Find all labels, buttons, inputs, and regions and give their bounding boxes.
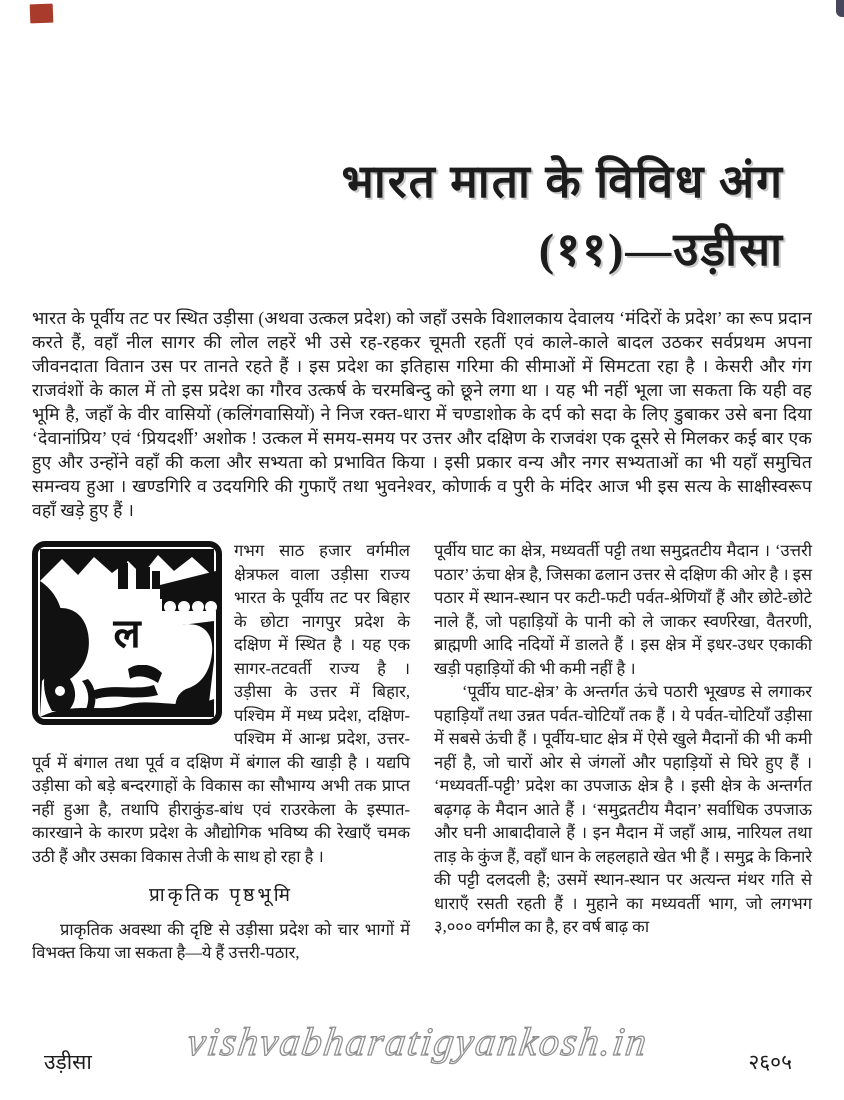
right-column-para1: पूर्वीय घाट का क्षेत्र, मध्यवर्ती पट्टी तथा समुद्रतटीय मैदान । ‘उत्तरी पठार’ ऊंचा क्षेत्र है, जिसका ढलान उत्तर से दक्षिण की ओर है । इस पठार में स्थान-स्थान पर कटी-फटी पर्वत-श्रेणियाँ हैं और छोटे-छोटे नाले हैं, जो पहाड़ियों के पानी को ले जाकर स्वर्णरेखा, वैतरणी, ब्राह्मणी आदि नदियों में डालते हैं । इस क्षेत्र में इधर-उधर एकाकी खड़ी पहाड़ियों की भी कमी नहीं है । <box>434 541 812 678</box>
footer-article-name: उड़ीसा <box>44 1050 92 1074</box>
scan-corner-smudge <box>836 0 844 17</box>
two-column-body <box>32 539 812 965</box>
left-column-para2: प्राकृतिक अवस्था की दृष्टि से उड़ीसा प्रदेश को चार भागों में विभक्त किया जा सकता है—ये हैं उत्तरी-पठार, <box>32 919 410 963</box>
woodcut-illustration-svg <box>32 541 222 725</box>
dropcap-letter: ल <box>113 611 141 657</box>
article-title-line2: (११)—उड़ीसा <box>538 223 784 275</box>
page-footer <box>44 1048 792 1076</box>
woodcut-illustration <box>32 541 222 725</box>
left-column-para1: गभग साठ हजार वर्गमील क्षेत्रफल वाला उड़ीसा राज्य भारत के पूर्वीय तट पर बिहार के छोटा नागपुर प्रदेश के दक्षिण में स्थित है । यह एक सागर-तटवर्ती राज्य है । उड़ीसा के उत्तर में बिहार, पश्चिम में मध्य प्रदेश, दक्षिण-पश्चिम में आन्ध्र प्रदेश, उत्तर-पूर्व में बंगाल तथा पूर्व व दक्षिण में बंगाल की खाड़ी है । यद्यपि उड़ीसा को बड़े बन्दरगाहों के विकास का सौभाग्य अभी तक प्राप्त नहीं हुआ है, तथापि हीराकुंड-बांध एवं राउरकेला के इस्पात-कारखाने के कारण प्रदेश के औद्योगिक भविष्य की रेखाएँ चमक उठी हैं और उसका विकास तेजी के साथ हो रहा है । <box>32 541 410 866</box>
right-column-para2: ‘पूर्वीय घाट-क्षेत्र’ के अन्तर्गत ऊंचे पठारी भूखण्ड से लगाकर पहाड़ियाँ तथा उन्नत पर्वत-चोटियाँ तक हैं । ये पर्वत-चोटियाँ उड़ीसा में सबसे ऊंची हैं । पूर्वीय-घाट क्षेत्र में ऐसे खुले मैदानों की भी कमी नहीं है, जो चारों ओर से जंगलों और पहाड़ियों से घिरे हुए हैं । ‘मध्यवर्ती-पट्टी’ प्रदेश का उपजाऊ क्षेत्र है । इसी क्षेत्र के अन्तर्गत बढ़गढ़ के मैदान आते हैं । ‘समुद्रतटीय मैदान’ सर्वाधिक उपजाऊ और घनी आबादीवाले हैं । इन मैदान में जहाँ आम्र, नारियल तथा ताड़ के कुंज हैं, वहाँ धान के लहलहाते खेत भी हैं । समुद्र के किनारे की पट्टी दलदली है; उसमें स्थान-स्थान पर अत्यन्त मंथर गति से धाराएँ रसती रहती हैं । मुहाने का मध्यवर्ती भाग, जो लगभग ३,००० वर्गमील का है, हर वर्ष बाढ़ का <box>434 682 812 937</box>
intro-paragraph: भारत के पूर्वीय तट पर स्थित उड़ीसा (अथवा उत्कल प्रदेश) को जहाँ उसके विशालकाय देवालय ‘मंदिरों के प्रदेश’ का रूप प्रदान करते हैं, वहाँ नील सागर की लोल लहरें भी उसे रह-रहकर चूमती रहतीं एवं काले-काले बादल उठकर सर्वप्रथम अपना जीवनदाता वितान उस पर तानते रहते हैं । इस प्रदेश का इतिहास गरिमा की सीमाओं में सिमटता रहा है । केसरी और गंग राजवंशों के काल में तो इस प्रदेश का गौरव उत्कर्ष के चरमबिन्दु को छूने लगा था । यह भी नहीं भूला जा सकता कि यही वह भूमि है, जहाँ के वीर वासियों (कलिंगवासियों) ने निज रक्त-धारा में चण्डाशोक के दर्प को सदा के लिए डुबाकर उसे बना दिया ‘देवानांप्रिय’ एवं ‘प्रियदर्शी’ अशोक ! उत्कल में समय-समय पर उत्तर और दक्षिण के राजवंश एक दूसरे से मिलकर कई बार एक हुए और उन्होंने वहाँ की कला और सभ्यता को प्रभावित किया । इसी प्रकार वन्य और नगर सभ्यताओं का भी यहाँ समुचित समन्वय हुआ । खण्डगिरि व उदयगिरि की गुफाएँ तथा भुवनेश्वर, कोणार्क व पुरी के मंदिर आज भी इस सत्य के साक्षीस्वरूप वहाँ खड़े हुए हैं । <box>32 307 812 520</box>
red-ink-mark <box>30 4 54 24</box>
footer-page-number: २६०५ <box>748 1050 792 1074</box>
section-heading-natural-background: प्राकृतिक पृष्ठभूमि <box>148 885 294 907</box>
left-column <box>32 539 410 965</box>
site-watermark: vishvabharatigyankosh.in <box>184 1019 652 1064</box>
article-title-line1: भारत माता के विविध अंग <box>341 156 784 207</box>
article-title <box>32 152 812 280</box>
right-column <box>434 539 812 965</box>
